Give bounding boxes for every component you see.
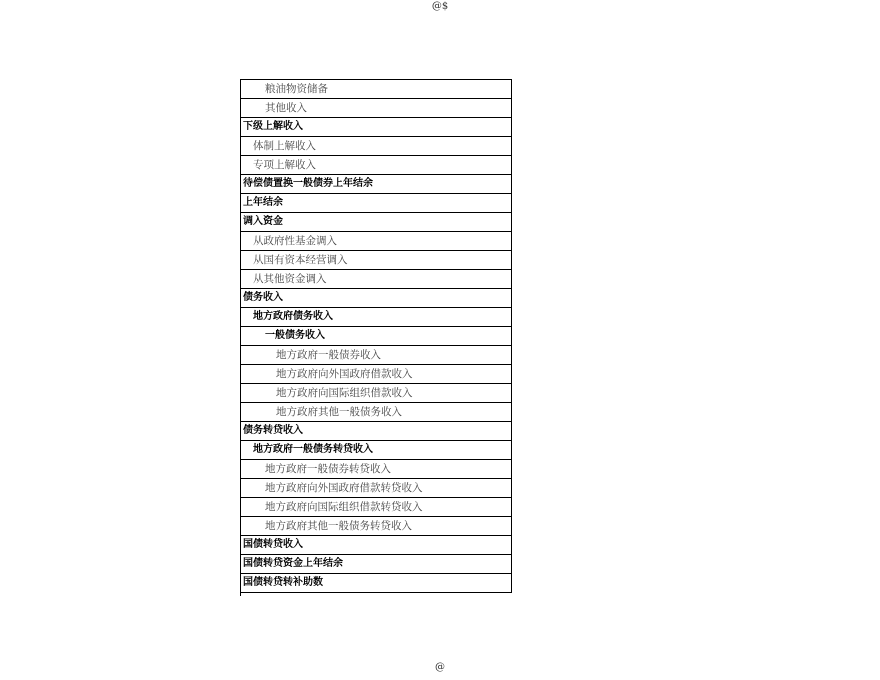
table-row: 从政府性基金调入 (241, 232, 511, 251)
table-row: 国债转贷资金上年结余 (241, 555, 511, 574)
table-row: 从其他资金调入 (241, 270, 511, 289)
table-row: 地方政府一般债券转贷收入 (241, 460, 511, 479)
table-row: 从国有资本经营调入 (241, 251, 511, 270)
table-row: 国债转贷转补助数 (241, 574, 511, 593)
table-row: 地方政府向外国政府借款收入 (241, 365, 511, 384)
table-row: 地方政府债务收入 (241, 308, 511, 327)
page-footer-mark: @ (435, 662, 445, 673)
table-row: 地方政府向国际组织借款收入 (241, 384, 511, 403)
table-row: 下级上解收入 (241, 118, 511, 137)
table-row: 国债转贷收入 (241, 536, 511, 555)
table-row: 地方政府其他一般债务转贷收入 (241, 517, 511, 536)
table-row: 地方政府一般债务转贷收入 (241, 441, 511, 460)
table-row: 一般债务收入 (241, 327, 511, 346)
table-row: 地方政府其他一般债务收入 (241, 403, 511, 422)
budget-item-table (240, 79, 512, 593)
table-row: 债务收入 (241, 289, 511, 308)
table-row: 地方政府一般债券收入 (241, 346, 511, 365)
table-tail-line (240, 592, 241, 596)
page-header-mark: @$ (431, 1, 449, 12)
table-row: 上年结余 (241, 194, 511, 213)
table-row: 债务转贷收入 (241, 422, 511, 441)
table-row: 粮油物资储备 (241, 80, 511, 99)
table-row: 专项上解收入 (241, 156, 511, 175)
table-row: 体制上解收入 (241, 137, 511, 156)
table-row: 调入资金 (241, 213, 511, 232)
table-row: 待偿债置换一般债券上年结余 (241, 175, 511, 194)
table-row: 地方政府向国际组织借款转贷收入 (241, 498, 511, 517)
table-row: 地方政府向外国政府借款转贷收入 (241, 479, 511, 498)
table-row: 其他收入 (241, 99, 511, 118)
